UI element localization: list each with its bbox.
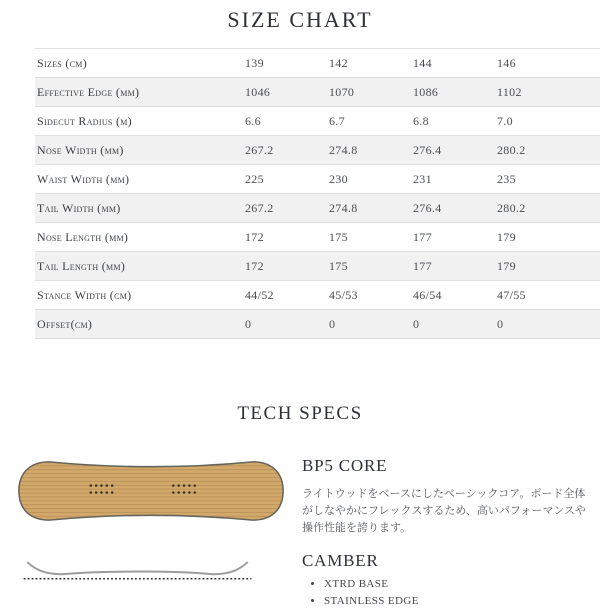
- spec-value: 230: [329, 171, 348, 186]
- spec-value: 267.2: [245, 200, 274, 215]
- spec-value: 0: [245, 316, 252, 331]
- spec-value: 1046: [245, 84, 271, 99]
- feature-item: • STAINLESS EDGE: [324, 595, 588, 607]
- feature-list: [302, 578, 588, 607]
- spec-value: 172: [245, 258, 264, 273]
- spec-value: 7.0: [497, 113, 513, 128]
- spec-label: Tail Length (mm): [37, 258, 126, 273]
- snowboard-top-view-image: [15, 458, 287, 524]
- spec-value: 280.2: [497, 142, 526, 157]
- page-title: SIZE CHART: [227, 7, 373, 32]
- spec-value: 274.8: [329, 200, 358, 215]
- core-title: BP5 CORE: [302, 456, 388, 475]
- spec-value: 175: [329, 229, 348, 244]
- spec-value: 179: [497, 258, 516, 273]
- spec-value: 1070: [329, 84, 355, 99]
- spec-value: 144: [413, 55, 432, 70]
- spec-label: Sidecut Radius (m): [37, 113, 132, 128]
- spec-value: 235: [497, 171, 516, 186]
- spec-label: Stance Width (cm): [37, 287, 132, 302]
- spec-label: Offset(cm): [37, 316, 93, 331]
- spec-label: Waist Width (mm): [37, 171, 130, 186]
- spec-value: 1102: [497, 84, 522, 99]
- spec-value: 225: [245, 171, 264, 186]
- spec-row-tail-length: [35, 252, 600, 281]
- spec-row-tail-width: [35, 194, 600, 223]
- size-chart-table: [35, 48, 600, 339]
- spec-value: 139: [245, 55, 264, 70]
- spec-value: 6.6: [245, 113, 261, 128]
- spec-value: 0: [497, 316, 504, 331]
- spec-value: 267.2: [245, 142, 274, 157]
- spec-row-sizes: [35, 49, 600, 78]
- spec-value: 6.7: [329, 113, 345, 128]
- tech-specs-text: [302, 456, 600, 612]
- spec-label: Effective Edge (mm): [37, 84, 140, 99]
- camber-profile-image: [20, 557, 255, 587]
- spec-value: 276.4: [413, 142, 442, 157]
- spec-row-waist-width: [35, 165, 600, 194]
- tech-specs-title: TECH SPECS: [237, 403, 363, 424]
- spec-value: 46/54: [413, 287, 442, 302]
- spec-value: 0: [329, 316, 336, 331]
- spec-value: 177: [413, 229, 432, 244]
- camber-title: CAMBER: [302, 551, 379, 571]
- spec-row-sidecut-radius: [35, 107, 600, 136]
- spec-value: 274.8: [329, 142, 358, 157]
- spec-value: 47/55: [497, 287, 526, 302]
- spec-value: 172: [245, 229, 264, 244]
- board-illustrations: [0, 456, 302, 612]
- spec-value: 6.8: [413, 113, 429, 128]
- spec-value: 146: [497, 55, 516, 70]
- spec-value: 280.2: [497, 200, 526, 215]
- spec-label: Nose Width (mm): [37, 142, 124, 157]
- spec-value: 142: [329, 55, 348, 70]
- spec-row-stance-width: [35, 281, 600, 310]
- spec-label: Nose Length (mm): [37, 229, 129, 244]
- tech-specs-section: [0, 456, 600, 612]
- spec-value: 177: [413, 258, 432, 273]
- spec-value: 1086: [413, 84, 439, 99]
- spec-row-nose-length: [35, 223, 600, 252]
- spec-value: 175: [329, 258, 348, 273]
- core-description: ライトウッドをベースにしたベーシックコア。ボード全体がしなやかにフレックスするため、高いパフォーマンスや操作性能を誇ります。: [302, 487, 587, 535]
- feature-item: • XTRD BASE: [324, 578, 588, 590]
- spec-value: 45/53: [329, 287, 358, 302]
- spec-value: 276.4: [413, 200, 442, 215]
- spec-value: 231: [413, 171, 432, 186]
- spec-label: Sizes (cm): [37, 55, 88, 70]
- spec-value: 0: [413, 316, 420, 331]
- spec-label: Tail Width (mm): [37, 200, 121, 215]
- spec-row-nose-width: [35, 136, 600, 165]
- spec-row-effective-edge: [35, 78, 600, 107]
- spec-row-offset: [35, 310, 600, 339]
- spec-value: 179: [497, 229, 516, 244]
- spec-value: 44/52: [245, 287, 274, 302]
